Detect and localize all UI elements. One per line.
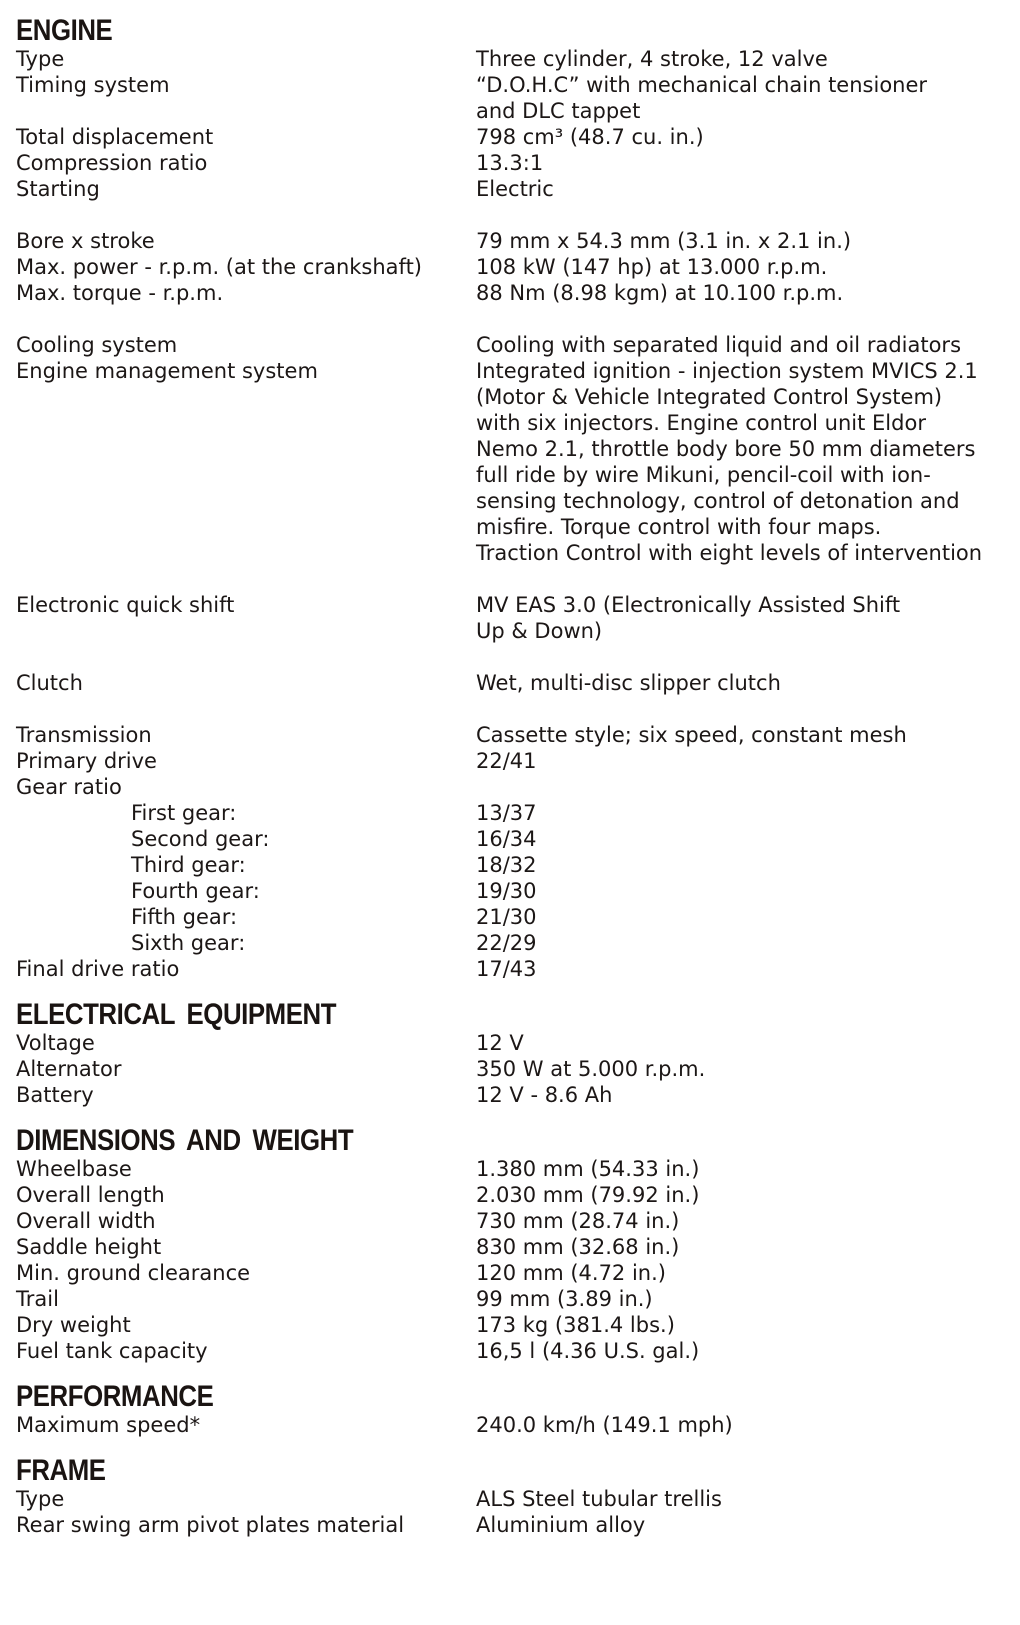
spec-row-primary-drive	[16, 748, 1006, 774]
spec-value: Cooling with separated liquid and oil radiators	[476, 333, 962, 357]
spec-value: 1.380 mm (54.33 in.)	[476, 1157, 700, 1181]
spec-value: Aluminium alloy	[476, 1513, 646, 1537]
spec-value: Wet, multi-disc slipper clutch	[476, 671, 781, 695]
spec-value: 830 mm (32.68 in.)	[476, 1235, 680, 1259]
spec-row-timing-system	[16, 72, 1006, 124]
section-title-engine: ENGINE	[16, 14, 113, 47]
spec-value: 88 Nm (8.98 kgm) at 10.100 r.p.m.	[476, 281, 844, 305]
spec-label: Cooling system	[16, 333, 178, 357]
spec-label: Gear ratio	[16, 775, 122, 799]
spec-value: 730 mm (28.74 in.)	[476, 1209, 680, 1233]
spec-row-sixth-gear	[16, 930, 1006, 956]
spec-value: 99 mm (3.89 in.)	[476, 1287, 653, 1311]
spec-value: 12 V	[476, 1031, 524, 1055]
spec-row-max-speed	[16, 1412, 1006, 1438]
spec-row-trail	[16, 1286, 1006, 1312]
spec-row-overall-length	[16, 1182, 1006, 1208]
spec-label: Clutch	[16, 671, 83, 695]
spec-row-ground-clearance	[16, 1260, 1006, 1286]
spec-label: Final drive ratio	[16, 957, 180, 981]
engine-section	[16, 14, 1006, 982]
spec-row-voltage	[16, 1030, 1006, 1056]
row-spacer	[16, 202, 1006, 228]
spec-label: Sixth gear:	[131, 931, 246, 955]
spec-label: Min. ground clearance	[16, 1261, 251, 1285]
row-spacer	[16, 696, 1006, 722]
spec-row-cooling-system	[16, 332, 1006, 358]
row-spacer	[16, 306, 1006, 332]
spec-sheet	[16, 14, 1006, 1538]
spec-row-bore-stroke	[16, 228, 1006, 254]
spec-value: 22/29	[476, 931, 537, 955]
spec-value: 350 W at 5.000 r.p.m.	[476, 1057, 706, 1081]
spec-label: Fuel tank capacity	[16, 1339, 208, 1363]
spec-value: 12 V - 8.6 Ah	[476, 1083, 613, 1107]
spec-row-engine-management	[16, 358, 1006, 566]
spec-value: 16,5 l (4.36 U.S. gal.)	[476, 1339, 700, 1363]
spec-row-type	[16, 46, 1006, 72]
spec-value: 798 cm³ (48.7 cu. in.)	[476, 125, 704, 149]
spec-label: Max. power - r.p.m. (at the crankshaft)	[16, 255, 422, 279]
spec-row-dry-weight	[16, 1312, 1006, 1338]
spec-row-battery	[16, 1082, 1006, 1108]
section-title-electrical: ELECTRICAL EQUIPMENT	[16, 998, 337, 1031]
spec-row-fourth-gear	[16, 878, 1006, 904]
spec-value: 108 kW (147 hp) at 13.000 r.p.m.	[476, 255, 828, 279]
spec-label: Battery	[16, 1083, 94, 1107]
spec-row-second-gear	[16, 826, 1006, 852]
spec-value: 18/32	[476, 853, 537, 877]
spec-value: 79 mm x 54.3 mm (3.1 in. x 2.1 in.)	[476, 229, 852, 253]
spec-row-transmission	[16, 722, 1006, 748]
spec-label: Primary drive	[16, 749, 157, 773]
spec-row-pivot-plates	[16, 1512, 1006, 1538]
spec-row-max-torque	[16, 280, 1006, 306]
spec-row-max-power	[16, 254, 1006, 280]
spec-label: Saddle height	[16, 1235, 162, 1259]
spec-label: Voltage	[16, 1031, 95, 1055]
spec-label: Type	[16, 47, 65, 71]
spec-row-compression-ratio	[16, 150, 1006, 176]
spec-value: 16/34	[476, 827, 537, 851]
spec-row-gear-ratio	[16, 774, 1006, 800]
spec-row-alternator	[16, 1056, 1006, 1082]
spec-value: 240.0 km/h (149.1 mph)	[476, 1413, 733, 1437]
spec-value: MV EAS 3.0 (Electronically Assisted Shift Up & Down)	[476, 593, 901, 643]
spec-value: 13.3:1	[476, 151, 544, 175]
spec-label: Transmission	[16, 723, 152, 747]
spec-value: 13/37	[476, 801, 537, 825]
spec-label: Starting	[16, 177, 100, 201]
spec-row-fuel-tank	[16, 1338, 1006, 1364]
spec-label: Total displacement	[16, 125, 214, 149]
spec-row-starting	[16, 176, 1006, 202]
spec-label: Rear swing arm pivot plates material	[16, 1513, 405, 1537]
spec-label: Overall width	[16, 1209, 156, 1233]
spec-value: “D.O.H.C” with mechanical chain tensioner and DLC tappet	[476, 73, 928, 123]
spec-value	[476, 774, 1006, 800]
dimensions-section	[16, 1124, 1006, 1364]
spec-label: Type	[16, 1487, 65, 1511]
spec-label: First gear:	[131, 801, 237, 825]
spec-label: Timing system	[16, 73, 170, 97]
spec-row-frame-type	[16, 1486, 1006, 1512]
spec-label: Trail	[16, 1287, 59, 1311]
spec-value: Electric	[476, 177, 554, 201]
spec-label: Max. torque - r.p.m.	[16, 281, 224, 305]
spec-label: Maximum speed*	[16, 1413, 201, 1437]
frame-section	[16, 1454, 1006, 1538]
spec-row-first-gear	[16, 800, 1006, 826]
spec-value: 2.030 mm (79.92 in.)	[476, 1183, 700, 1207]
spec-value: 120 mm (4.72 in.)	[476, 1261, 666, 1285]
spec-value: Integrated ignition - injection system MVICS 2.1 (Motor & Vehicle Integrated Control System) with six injectors. Engine control unit Eldor Nemo 2.1, throttle body bore 50 mm diameters full ride by wire Mikuni, pencil-coil with ion- sensing technology, control of detonation and misfire. Torque control with four maps. Traction Control with eight levels of intervention	[476, 359, 983, 565]
spec-row-saddle-height	[16, 1234, 1006, 1260]
spec-value: 22/41	[476, 749, 537, 773]
spec-label: Engine management system	[16, 359, 318, 383]
spec-label: Alternator	[16, 1057, 122, 1081]
section-title-dimensions: DIMENSIONS AND WEIGHT	[16, 1124, 354, 1157]
spec-row-fifth-gear	[16, 904, 1006, 930]
section-title-frame: FRAME	[16, 1454, 106, 1487]
spec-label: Fifth gear:	[131, 905, 238, 929]
spec-row-wheelbase	[16, 1156, 1006, 1182]
spec-value: Three cylinder, 4 stroke, 12 valve	[476, 47, 828, 71]
spec-value: Cassette style; six speed, constant mesh	[476, 723, 907, 747]
spec-label: Wheelbase	[16, 1157, 132, 1181]
spec-row-overall-width	[16, 1208, 1006, 1234]
performance-section	[16, 1380, 1006, 1438]
spec-label: Electronic quick shift	[16, 593, 235, 617]
spec-value: ALS Steel tubular trellis	[476, 1487, 722, 1511]
spec-label: Compression ratio	[16, 151, 208, 175]
section-spacer	[16, 1438, 1006, 1458]
spec-row-total-displacement	[16, 124, 1006, 150]
spec-label: Dry weight	[16, 1313, 131, 1337]
electrical-section	[16, 998, 1006, 1108]
spec-row-third-gear	[16, 852, 1006, 878]
spec-value: 173 kg (381.4 lbs.)	[476, 1313, 675, 1337]
spec-value: 21/30	[476, 905, 537, 929]
spec-row-final-drive-ratio	[16, 956, 1006, 982]
spec-value: 17/43	[476, 957, 537, 981]
spec-value: 19/30	[476, 879, 537, 903]
spec-label: Fourth gear:	[131, 879, 260, 903]
section-title-performance: PERFORMANCE	[16, 1380, 214, 1413]
spec-label: Third gear:	[131, 853, 246, 877]
spec-label: Second gear:	[131, 827, 270, 851]
spec-label: Bore x stroke	[16, 229, 155, 253]
spec-label: Overall length	[16, 1183, 165, 1207]
spec-row-clutch	[16, 670, 1006, 696]
row-spacer	[16, 644, 1006, 670]
spec-row-quick-shift	[16, 592, 1006, 644]
row-spacer	[16, 566, 1006, 592]
